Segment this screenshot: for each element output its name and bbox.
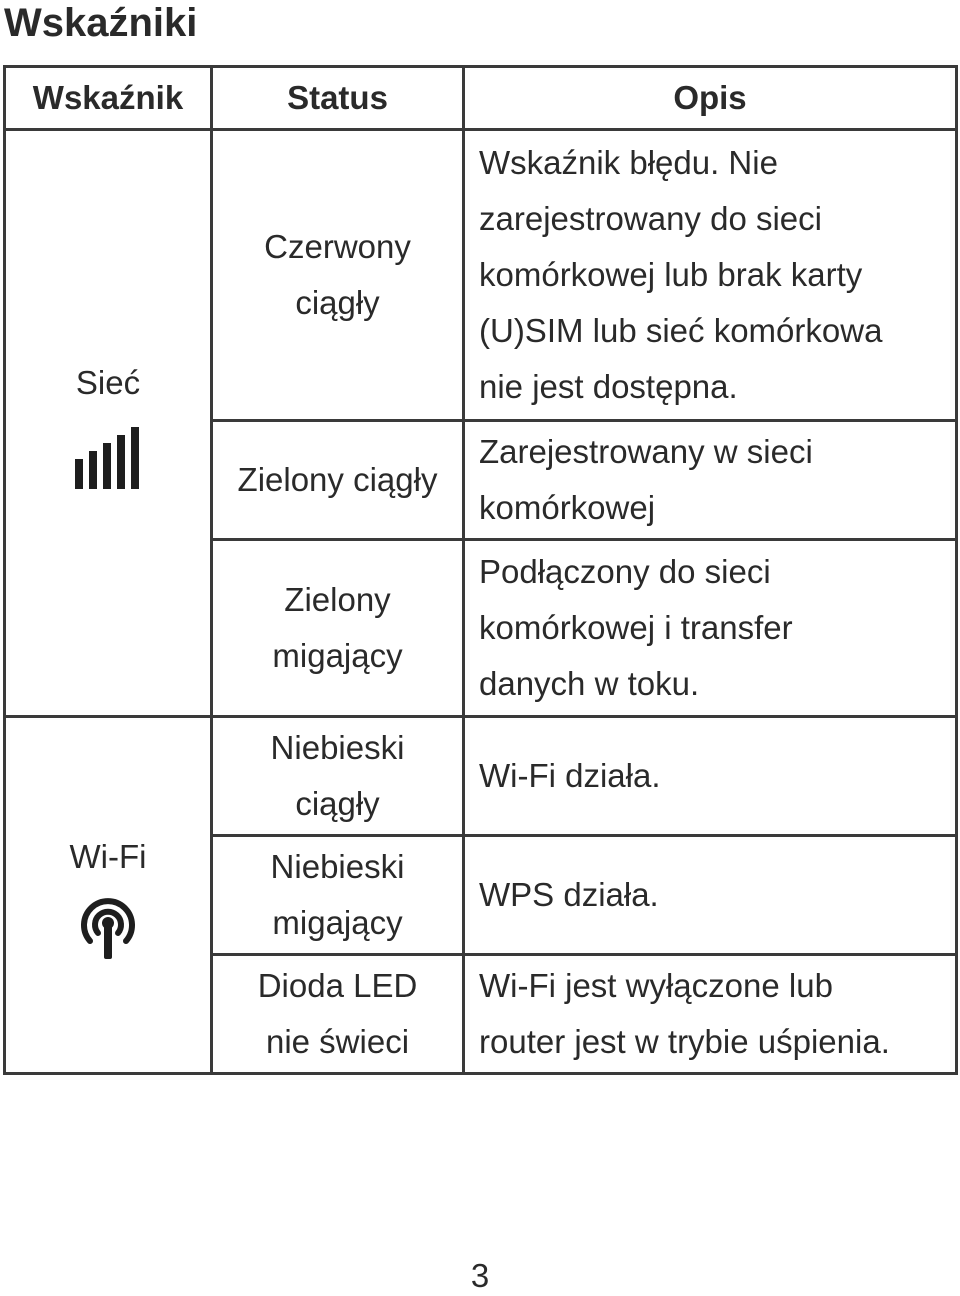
page-number: 3: [470, 1257, 490, 1294]
status-line: Zielony: [284, 581, 391, 618]
description-cell: [464, 130, 957, 421]
status-line: Niebieski: [270, 729, 405, 766]
table-header-row: [5, 67, 957, 130]
description-line: WPS działa.: [479, 876, 659, 913]
description-line: Wskaźnik błędu. Nie: [479, 144, 778, 181]
header-indicator: Wskaźnik: [5, 67, 212, 130]
indicator-label-network: Sieć: [75, 364, 141, 401]
description-line: komórkowej lub brak karty: [479, 256, 863, 293]
wifi-antenna-icon: [76, 895, 140, 961]
status-line: ciągły: [295, 284, 380, 321]
header-status: Status: [212, 67, 464, 130]
description-line: zarejestrowany do sieci: [479, 200, 822, 237]
status-line: Niebieski: [270, 848, 405, 885]
description-line: router jest w trybie uśpienia.: [479, 1023, 890, 1060]
description-line: komórkowej i transfer: [479, 609, 793, 646]
indicator-label-wifi: Wi-Fi: [69, 838, 147, 875]
status-cell: [212, 130, 464, 421]
status-cell: [212, 717, 464, 836]
status-line: Czerwony: [264, 228, 411, 265]
description-line: Wi-Fi jest wyłączone lub: [479, 967, 833, 1004]
description-cell: [464, 717, 957, 836]
description-line: nie jest dostępna.: [479, 368, 738, 405]
description-line: (U)SIM lub sieć komórkowa: [479, 312, 883, 349]
status-line: nie świeci: [265, 1023, 410, 1060]
header-description: Opis: [464, 67, 957, 130]
table-row: [5, 717, 957, 836]
indicator-cell-wifi: [5, 717, 212, 1074]
status-cell: [212, 540, 464, 717]
status-cell: [212, 421, 464, 540]
description-line: Wi-Fi działa.: [479, 757, 661, 794]
table-row: [5, 130, 957, 421]
status-line: migający: [272, 904, 403, 941]
description-line: danych w toku.: [479, 665, 700, 702]
page-title: Wskaźniki: [4, 1, 198, 45]
indicator-cell-network: [5, 130, 212, 717]
status-line: ciągły: [295, 785, 380, 822]
indicators-table: [3, 65, 958, 1075]
description-line: komórkowej: [479, 489, 656, 526]
description-cell: [464, 955, 957, 1074]
status-line: migający: [272, 637, 403, 674]
description-line: Zarejestrowany w sieci: [479, 433, 813, 470]
description-line: Podłączony do sieci: [479, 553, 771, 590]
status-line: Zielony ciągły: [237, 461, 438, 498]
description-cell: [464, 540, 957, 717]
signal-bars-icon: [73, 425, 143, 491]
description-cell: [464, 421, 957, 540]
status-line: Dioda LED: [257, 967, 418, 1004]
status-cell: [212, 955, 464, 1074]
description-cell: [464, 836, 957, 955]
status-cell: [212, 836, 464, 955]
